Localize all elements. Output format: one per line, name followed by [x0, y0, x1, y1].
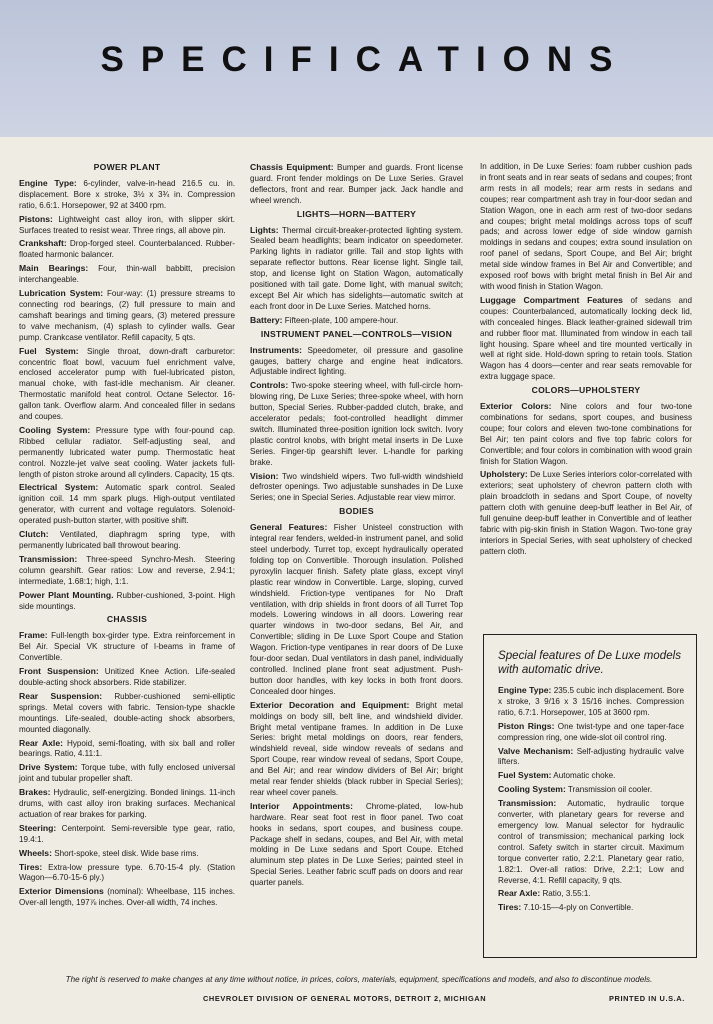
spec-key: Controls: [250, 380, 289, 391]
section-heading: COLORS—UPHOLSTERY [531, 385, 641, 396]
spec-paragraph [19, 288, 235, 344]
spec-text: Bright metal moldings on body sill, belt line, and windshield divider. Bright metal ventipane frames. In addition in De Luxe Series: bright metal moldings on doors, rear fenders, windshield reveal, side window reveals of sedans and Sport Coupe, rear window reveal of sedans, Sport Coupe, and Bel Air; and rear window dividers of Bel Air; bright metal rear fender shields (black rubber in Special Series); rear wheel cover panels. [250, 700, 463, 797]
spec-column-3 [480, 162, 692, 560]
spec-key: Crankshaft: [19, 238, 67, 249]
spec-text: Self-adjusting hydraulic valve lifters. [498, 746, 684, 767]
spec-key: Frame: [19, 630, 48, 641]
spec-text: Centerpoint. Semi-reversible type gear, ratio, 19.4:1. [19, 823, 235, 844]
spec-text: Drop-forged steel. Counterbalanced. Rubber-floated harmonic balancer. [19, 239, 235, 260]
spec-paragraph [480, 401, 692, 467]
spec-text: Two-spoke steering wheel, with full-circle horn-blowing ring, De Luxe Series; three-spoke wheel, with horn button, Special Series. Rubber-padded clutch, brake, and accelerator pedals; foot-controlled headlight dimmer switch. Illuminated three-position ignition lock switch. Ivory plastic control knobs, with bright metal inserts in De Luxe Series. Finger-tip gearshift lever. L-handle for parking brake. [250, 381, 463, 467]
spec-paragraph [19, 214, 235, 237]
spec-key: Power Plant Mounting. [19, 589, 114, 600]
spec-text: Bumper and guards. Front license guard. Front fender moldings on De Luxe Series. Gravel deflectors, front and rear. Bumper jack. Jack handle and wheel wrench. [250, 163, 463, 205]
spec-text: Chrome-plated, low-hub hardware. Rear seat foot rest in floor panel. Two coat hooks in sedans, sport coupes, and business coupe. Package shelf in sedans, coupes, and Bel Air, with metal molding in De Luxe sedans and Sport Coupe. Etched aluminum step plates in De Luxe Series; painted steel in Special Series. Leather fabric scuff pads on doors and rear quarter panels. [250, 801, 463, 888]
spec-key: Lights: [250, 224, 279, 235]
spec-key: Piston Rings: [498, 720, 555, 731]
spec-paragraph [498, 770, 684, 782]
spec-text: Ratio, 3.55:1. [540, 889, 591, 899]
spec-paragraph [498, 902, 684, 914]
spec-text: Full-length box-girder type. Extra reinforcement in Bel Air. Special VK structure of I-beams in frame of Convertible. [19, 631, 235, 663]
spec-key: Rear Suspension: [19, 690, 103, 701]
spec-text: Four-way: (1) pressure streams to connecting rod bearings, (2) full pressure to main and camshaft bearings and timing gears, (3) metered pressure to valve mechanism, (4) splash to cylinder walls. Gear pump. Crankcase ventilator. Refill capacity, 5 qts. [19, 289, 235, 342]
spec-key: Front Suspension: [19, 666, 99, 677]
spec-paragraph [480, 469, 692, 557]
spec-text: Speedometer, oil pressure and gasoline gauges, battery charge and engine heat indicators. Adjustable indirect lighting. [250, 345, 463, 377]
spec-key: Fuel System: [498, 770, 552, 781]
spec-paragraph [250, 345, 463, 379]
spec-key: Electrical System: [19, 482, 99, 493]
spec-text: One twist-type and one taper-face compression ring, one wide-slot oil control ring. [498, 721, 684, 742]
spec-paragraph [250, 471, 463, 505]
spec-text: 6-cylinder, valve-in-head 216.5 cu. in. displacement. Bore x stroke, 3½ x 3¾ in. Compression ratio, 6.6:1. Horsepower, 92 at 3400 rpm. [19, 178, 235, 210]
spec-paragraph [19, 862, 235, 885]
section-heading: LIGHTS—HORN—BATTERY [296, 208, 417, 219]
spec-paragraph [19, 738, 235, 761]
spec-paragraph [250, 801, 463, 889]
spec-text: Unitized Knee Action. Life-sealed double-acting shock absorbers. Ride stabilizer. [19, 667, 235, 687]
section-heading: BODIES [339, 506, 374, 517]
spec-paragraph [250, 380, 463, 468]
spec-paragraph [480, 295, 692, 383]
section-heading: POWER PLANT [93, 162, 161, 172]
spec-text: Hydraulic, self-energizing. Bonded linings. 11-inch drums, with cast alloy iron braking surfaces. Mechanical actuation of rear brakes for parking. [19, 788, 235, 819]
spec-key: Pistons: [19, 213, 53, 224]
spec-key: Upholstery: [480, 469, 528, 480]
spec-key: Tires: [498, 902, 522, 913]
spec-text: In addition, in De Luxe Series: foam rubber cushion pads in front seats and in rear seats of sedans and coupes; front arm rests in all models; rear arm rests in sedans and coupes; rear compartment ash tray in four-door sedan and Station Wagon, one in each arm rest of two-door sedans and coupes; bright metal moldings across tops of scuff pads; and across lower edge of side window garnish moldings in sedans and coupes; extra sound insulation on roof panel of sedans, Sport Coupe, and Bel Air; bright metal side window frames in Bel Air and Convertible; and exposed roof bows with bright metal finish in Bel Air and with wood finish in Station Wagon. [480, 162, 692, 291]
spec-text: Transmission oil cooler. [565, 785, 653, 795]
spec-paragraph [498, 798, 684, 886]
spec-key: Drive System: [19, 762, 78, 773]
spec-text: Pressure type with four-pound cap. Ribbed cellular radiator. Self-adjusting seal, and permanently lubricated water pump. Thermostatic heat control. Nozzle-jet valve seat cooling. Water jackets full-length of piston stroke around all cylinders. Capacity, 15 qts. [19, 425, 235, 479]
spec-text: Lightweight cast alloy iron, with slipper skirt. Surfaces treated to resist wear. Three rings, all above pin. [19, 214, 235, 235]
spec-text: Three-speed Synchro-Mesh. Steering column gearshift. Gear ratios: Low and reverse, 2.94:1; intermediate, 1.68:1; high, 1:1. [19, 554, 235, 586]
spec-column-1 [19, 162, 235, 911]
spec-key: Clutch: [19, 529, 49, 540]
spec-key: Exterior Dimensions [19, 886, 104, 897]
spec-key: Rear Axle: [498, 888, 541, 899]
spec-key: Fuel System: [19, 345, 79, 356]
spec-key: Chassis Equipment: [250, 162, 334, 172]
spec-key: Transmission: [19, 553, 78, 564]
spec-paragraph [250, 315, 463, 327]
spec-paragraph [19, 666, 235, 689]
spec-paragraph [250, 700, 463, 799]
spec-column-2 [250, 162, 463, 891]
spec-key: Exterior Decoration and Equipment: [250, 699, 410, 710]
spec-key: Instruments: [250, 344, 303, 355]
spec-paragraph [19, 346, 235, 423]
spec-key: Cooling System: [498, 784, 566, 795]
spec-text: of sedans and coupes: Counterbalanced, automatically locking deck lid, with concealed hinges. Black leather-grained sidewall trim and rubber floor mat. Illuminated from window in each tail light housing. Spare wheel and tire mounted vertically in well at right side. Hold-down spring to retain tools. Station Wagon has 4 doors—center and rear seats removable for extra luggage space. [480, 295, 692, 382]
spec-paragraph [19, 848, 235, 860]
spec-text: 235.5 cubic inch displacement. Bore x stroke, 3 9/16 x 3 15/16 inches. Compression ratio, 6.7:1. Horsepower, 105 at 3600 rpm. [498, 686, 684, 717]
spec-paragraph [19, 823, 235, 846]
section-heading: CHASSIS [106, 614, 148, 625]
printed-in: PRINTED IN U.S.A. [609, 994, 685, 1003]
spec-text: Extra-low pressure type. 6.70-15-4 ply. (Station Wagon—6.70-15-6 ply.) [19, 862, 235, 883]
spec-text: Single throat, down-draft carburetor: concentric float bowl, vacuum fuel enrichment valve, enclosed accelerator pump with fuel-lubricated piston, manual choke, with fast-idle mechanism. Air cleaner. Thermostatic manifold heat control. Octane Selector. 16-gallon tank. Overflow alarm. And concealed filler in sedans and coupes. [19, 346, 235, 422]
spec-text: Rubber-cushioned, 3-point. High side mountings. [19, 590, 236, 611]
spec-paragraph [19, 178, 235, 212]
spec-paragraph [19, 263, 235, 286]
spec-paragraph [498, 721, 684, 744]
spec-key: Vision: [250, 470, 279, 481]
spec-paragraph [498, 784, 684, 796]
spec-paragraph [19, 886, 235, 909]
spec-paragraph [480, 162, 692, 293]
spec-paragraph [250, 162, 463, 207]
spec-text: Thermal circuit-breaker-protected lighting system. Sealed beam headlights; beam indicator on speedometer. Parking lights in radiator grille. Tail and stop lights with separate reflector buttons. Rear license light. Single tail, stop, and license light on Station Wagon, automatically positioned with tail gate. Dome light, with manual switch; except Bel Air which has sidelights—automatic switch at each front door in De Luxe Series. Matched horns. [250, 225, 463, 311]
spec-paragraph [250, 225, 463, 313]
spec-key: Valve Mechanism: [498, 745, 574, 756]
disclaimer-note: The right is reserved to make changes at any time without notice, in prices, colors, materials, equipment, specifications and models, and also to discontinue models. [65, 975, 653, 984]
callout-items [498, 685, 684, 914]
spec-paragraph [498, 746, 684, 769]
spec-key: Lubrication System: [19, 288, 104, 299]
spec-paragraph [19, 425, 235, 481]
spec-key: Transmission: [498, 798, 557, 809]
spec-key: Cooling System: [19, 424, 91, 435]
spec-key: General Features: [250, 522, 328, 533]
spec-key: Exterior Colors: [480, 401, 552, 412]
spec-key: Luggage Compartment Features [480, 294, 623, 305]
spec-text: Torque tube, with fully enclosed universal joint and tubular propeller shaft. [19, 763, 235, 784]
spec-text: Four, thin-wall babbitt, precision interchangeable. [19, 264, 235, 285]
spec-paragraph [498, 888, 684, 900]
spec-key: Engine Type: [19, 177, 77, 188]
spec-paragraph [19, 529, 235, 552]
division-name: CHEVROLET DIVISION OF GENERAL MOTORS, DETROIT 2, MICHIGAN [203, 994, 487, 1003]
spec-key: Battery: [250, 314, 283, 325]
spec-text: Automatic, hydraulic torque converter, with planetary gears for reverse and emergency low. Manual selector for hydraulic control of transmission; mechanical parking lock control. Safety switch in starter circuit. Maximum torque converter ratio, 2.2:1. Planetary gear ratio, 1.82:1. Over-all ratios: Drive, 2.2:1; Low and Reverse, 4:1. Refill capacity, 9 qts. [498, 799, 684, 885]
spec-paragraph [19, 762, 235, 785]
spec-paragraph [19, 482, 235, 527]
spec-paragraph [19, 691, 235, 736]
spec-text: Automatic choke. [551, 771, 616, 781]
spec-paragraph [19, 554, 235, 588]
spec-paragraph [19, 590, 235, 613]
spec-text: De Luxe Series interiors color-correlated with exteriors; seat upholstery of chevron pattern cloth with plain broadcloth in sedans and Sport Coupe, of novelty pattern cloth with genuine deep-buff leather in Bel Air, of full genuine deep-buff leather in Convertible and of leather fabric with pig-skin finish in Station Wagon. Two-tone gray interiors in Special Series, with seat upholstery of checked pattern cloth. [480, 470, 692, 556]
spec-key: Brakes: [19, 787, 51, 798]
spec-paragraph [498, 685, 684, 719]
spec-key: Engine Type: [498, 685, 552, 695]
spec-text: Two windshield wipers. Two full-width windshield defroster openings. Two adjustable sunshades in De Luxe Series; one in Special Series. Adjustable rear view mirror. [250, 471, 463, 503]
spec-text: Rubber-cushioned semi-elliptic springs. Metal covers with fabric. Tension-type shackle mountings. Life-sealed, double-acting shock absorbers, mounted diagonally. [19, 691, 235, 734]
spec-key: Rear Axle: [19, 737, 63, 748]
page-title: SPECIFICATIONS [100, 40, 630, 79]
spec-key: Steering: [19, 822, 57, 833]
spec-paragraph [19, 787, 235, 821]
spec-text: Nine colors and four two-tone combinations for sedans, sport coupes, and business coupe; four colors and eleven two-tone combinations for Bel Air; ten paint colors and five top fabric colors for Convertible; and four colors in combination with wood grain finish for Station Wagon. [480, 402, 692, 466]
spec-key: Main Bearings: [19, 263, 89, 274]
automatic-drive-callout [483, 634, 697, 958]
spec-key: Tires: [19, 861, 43, 872]
spec-text: Ventilated, diaphragm spring type, with permanently lubricated ball throwout bearing. [19, 530, 235, 550]
section-heading: INSTRUMENT PANEL—CONTROLS—VISION [260, 328, 453, 339]
spec-text: 7.10-15—4-ply on Convertible. [521, 903, 634, 913]
spec-text: (nominal): Wheelbase, 115 inches. Over-all length, 197⅞ inches. Over-all width, 74 inches. [19, 887, 235, 908]
spec-paragraph [19, 630, 235, 664]
callout-title: Special features of De Luxe models with automatic drive. [498, 649, 682, 676]
spec-text: Hypoid, semi-floating, with six ball and roller bearings. Ratio, 4.11:1. [19, 738, 235, 759]
spec-paragraph [250, 522, 463, 698]
spec-text: Short-spoke, steel disk. Wide base rims. [51, 848, 199, 858]
spec-key: Interior Appointments: [250, 800, 353, 811]
spec-text: Automatic spark control. Sealed ignition coil. 14 mm spark plugs. High-output ventilated generator, with current and voltage regulators. Solenoid-operated push-button starter, with positive shift. [19, 483, 235, 526]
spec-text: Fisher Unisteel construction with integral rear fenders, welded-in instrument panel, and solid steel underbody. Turret top, except hydraulically operated folding top on Convertible. Thorough insulation. Polished pyroxylin lacquer finish. Safety plate glass, except vinyl plastic rear window in Convertible. Large, sloping, curved windshield. Friction-type ventipanes for No Draft ventilation, with drip shields in front doors of all Turret Top models. Lowering windows in all doors. Lowering rear quarter windows in two-door sedans, Bel Air, and Convertible; sliding in De Luxe Sport Coupe and Station Wagon. Friction-type ventipanes in rear doors of De Luxe four-door sedan. Dual ventilators in dash panel, individually controlled. Inclined plane front seat adjustment. Push-button door handles, with key locks in both front doors. Concealed door hinges. [250, 523, 463, 696]
spec-key: Wheels: [19, 847, 52, 858]
spec-paragraph [19, 238, 235, 261]
spec-text: Fifteen-plate, 100 ampere-hour. [282, 315, 399, 325]
